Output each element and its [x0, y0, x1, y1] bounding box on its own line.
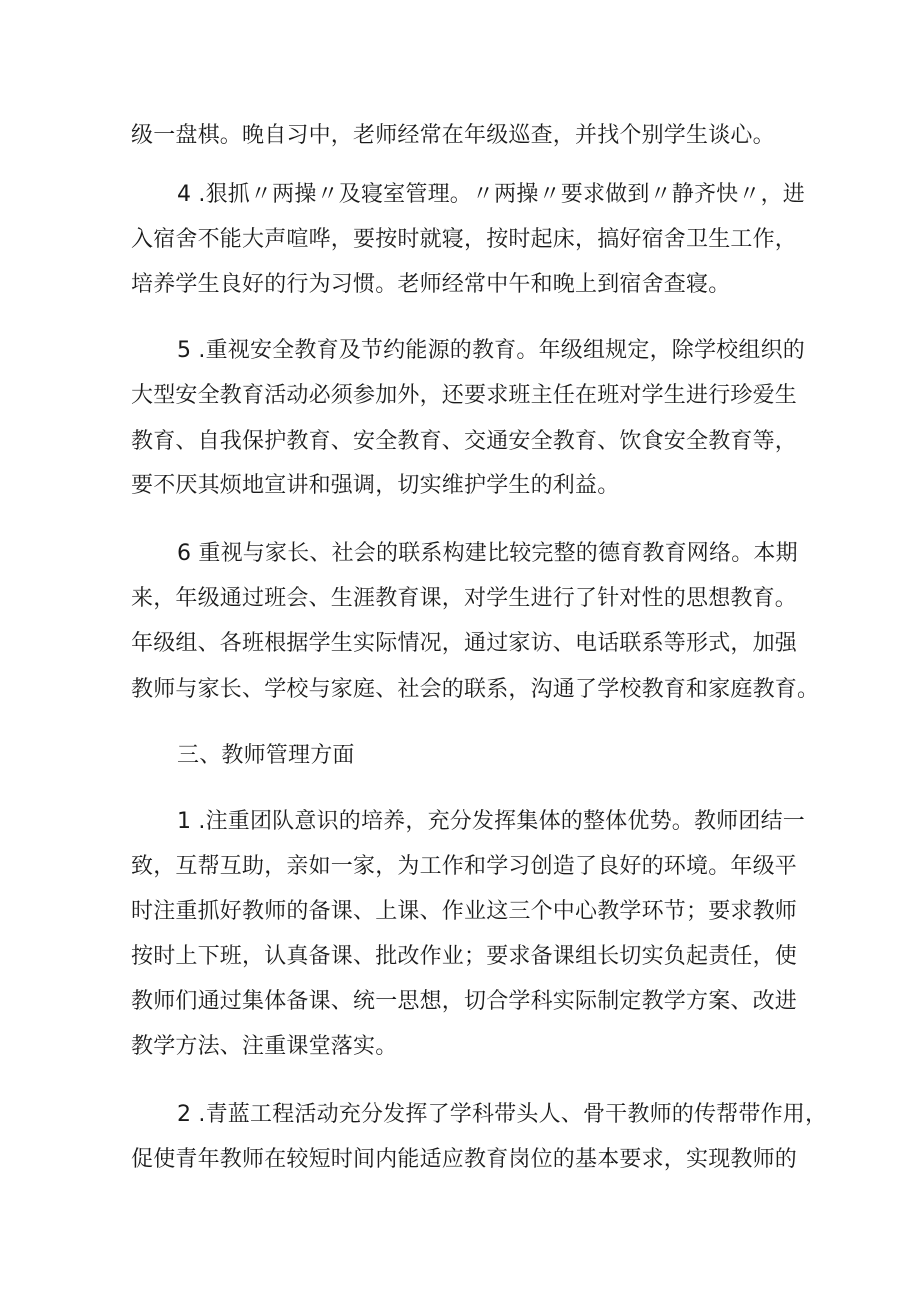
- paragraph-teacher-item-1-line: 按时上下班，认真备课、批改作业；要求备课组长切实负起责任，使: [131, 944, 798, 969]
- section-heading: 三、教师管理方面: [177, 743, 355, 768]
- paragraph-teacher-item-2-line: 促使青年教师在较短时间内能适应教育岗位的基本要求，实现教师的: [131, 1147, 798, 1172]
- paragraph-teacher-item-1-line: 教师们通过集体备课、统一思想，切合学科实际制定教学方案、改进: [131, 989, 798, 1014]
- paragraph-teacher-item-2-line: 2 .青蓝工程活动充分发挥了学科带头人、骨干教师的传帮带作用，: [177, 1102, 828, 1127]
- paragraph-item-6-line: 年级组、各班根据学生实际情况，通过家访、电话联系等形式，加强: [131, 631, 798, 656]
- paragraph-item-6-line: 6 重视与家长、社会的联系构建比较完整的德育教育网络。本期: [177, 541, 798, 566]
- paragraph-item-4-line: 培养学生良好的行为习惯。老师经常中午和晚上到宿舍查寝。: [131, 272, 731, 297]
- paragraph-teacher-item-1-line: 时注重抓好教师的备课、上课、作业这三个中心教学环节；要求教师: [131, 899, 798, 924]
- paragraph-item-4-line: 4 .狠抓〃两操〃及寝室管理。〃两操〃要求做到〃静齐快〃，进: [177, 182, 805, 207]
- paragraph-item-4-line: 入宿舍不能大声喧哗，要按时就寝，按时起床，搞好宿舍卫生工作，: [131, 227, 798, 252]
- paragraph-item-5-line: 教育、自我保护教育、安全教育、交通安全教育、饮食安全教育等，: [131, 429, 798, 454]
- paragraph-item-6-line: 教师与家长、学校与家庭、社会的联系，沟通了学校教育和家庭教育。: [131, 677, 820, 702]
- paragraph-item-6-line: 来，年级通过班会、生涯教育课，对学生进行了针对性的思想教育。: [131, 586, 798, 611]
- paragraph-item-5-line: 要不厌其烦地宣讲和强调，切实维护学生的利益。: [131, 473, 620, 498]
- paragraph-item-5-line: 5 .重视安全教育及节约能源的教育。年级组规定，除学校组织的: [177, 338, 805, 363]
- paragraph-teacher-item-1-line: 1 .注重团队意识的培养，充分发挥集体的整体优势。教师团结一: [177, 809, 805, 834]
- paragraph-item-5-line: 大型安全教育活动必须参加外，还要求班主任在班对学生进行珍爱生: [131, 383, 798, 408]
- paragraph-teacher-item-1-line: 教学方法、注重课堂落实。: [131, 1034, 398, 1059]
- paragraph-continuation-line: 级一盘棋。晚自习中，老师经常在年级巡查，并找个别学生谈心。: [131, 123, 775, 148]
- paragraph-teacher-item-1-line: 致，互帮互助，亲如一家，为工作和学习创造了良好的环境。年级平: [131, 854, 798, 879]
